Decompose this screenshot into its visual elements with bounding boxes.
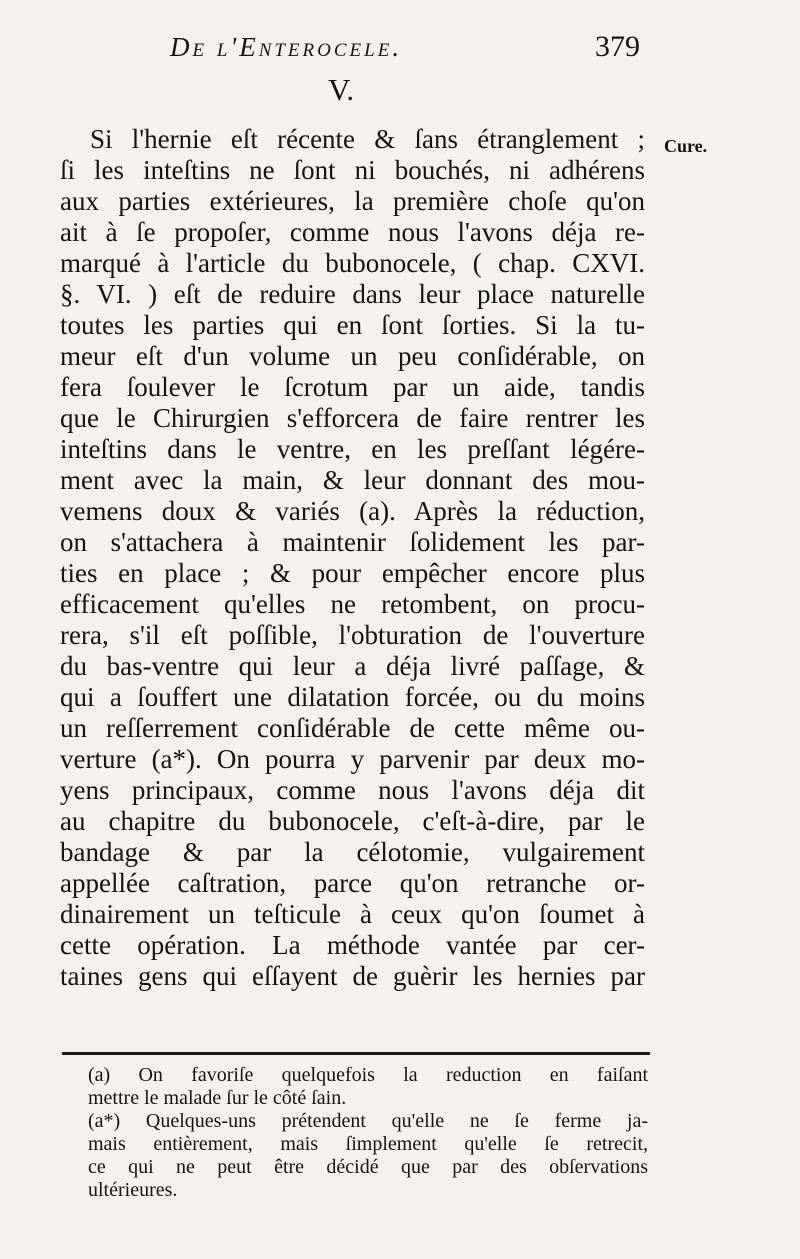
margin-note: Cure. <box>664 136 708 156</box>
text-line: §. VI. ) eſt de reduire dans leur place naturelle <box>60 279 645 309</box>
text-line: rera, s'il eſt poſſible, l'obturation de l'ouverture <box>60 620 645 650</box>
footnote-line: (a) On favoriſe quelquefois la reduction en faiſant <box>88 1064 648 1086</box>
text-line: ait à ſe propoſer, comme nous l'avons déja re- <box>60 217 645 247</box>
text-line: qui a ſouffert une dilatation forcée, ou du moins <box>60 682 645 712</box>
text-line: appellée caſtration, parce qu'on retranche or- <box>60 868 645 898</box>
text-line: inteſtins dans le ventre, en les preſſant légére- <box>60 434 645 464</box>
text-line: dinairement un teſticule à ceux qu'on ſoumet à <box>60 899 645 929</box>
text-line: taines gens qui eſſayent de guèrir les hernies par <box>60 961 645 991</box>
footnote-line: ce qui ne peut être décidé que par des obſervations <box>88 1156 648 1178</box>
text-line: efficacement qu'elles ne retombent, on procu- <box>60 589 645 619</box>
text-line: vemens doux & variés (a). Après la réduction, <box>60 496 645 526</box>
running-title: De l'Enterocele. <box>170 32 403 62</box>
text-line: au chapitre du bubonocele, c'eſt-à-dire, par le <box>60 806 645 836</box>
text-line: yens principaux, comme nous l'avons déja dit <box>60 775 645 805</box>
page-header <box>170 28 640 68</box>
text-line: que le Chirurgien s'efforcera de faire rentrer les <box>60 403 645 433</box>
footnote-rule <box>62 1052 650 1055</box>
text-line: fera ſoulever le ſcrotum par un aide, tandis <box>60 372 645 402</box>
footnote-line: mais entièrement, mais ſimplement qu'elle ſe retrecit, <box>88 1133 648 1155</box>
page-number: 379 <box>595 30 640 63</box>
text-line: on s'attachera à maintenir ſolidement les par- <box>60 527 645 557</box>
text-line: cette opération. La méthode vantée par cer- <box>60 930 645 960</box>
text-line: du bas-ventre qui leur a déja livré paſſage, & <box>60 651 645 681</box>
text-line: bandage & par la célotomie, vulgairement <box>60 837 645 867</box>
footnote-line: mettre le malade ſur le côté ſain. <box>88 1087 347 1109</box>
footnote-line: ultérieures. <box>88 1179 178 1201</box>
text-line: meur eſt d'un volume un peu conſidérable, on <box>60 341 645 371</box>
footnotes <box>88 1064 648 1202</box>
text-line: ment avec la main, & leur donnant des mou- <box>60 465 645 495</box>
body-text <box>60 124 645 992</box>
text-line: ties en place ; & pour empêcher encore plus <box>60 558 645 588</box>
section-number: V. <box>328 72 355 107</box>
text-line: aux parties extérieures, la première choſe qu'on <box>60 186 645 216</box>
text-line: Si l'hernie eſt récente & ſans étranglement ; <box>90 124 645 154</box>
text-line: ſi les inteſtins ne ſont ni bouchés, ni adhérens <box>60 155 645 185</box>
footnote-line: (a*) Quelques-uns prétendent qu'elle ne ſe ferme ja- <box>88 1110 648 1132</box>
text-line: toutes les parties qui en ſont ſorties. Si la tu- <box>60 310 645 340</box>
text-line: un reſſerrement conſidérable de cette même ou- <box>60 713 645 743</box>
text-line: marqué à l'article du bubonocele, ( chap. CXVI. <box>60 248 645 278</box>
text-line: verture (a*). On pourra y parvenir par deux mo- <box>60 744 645 774</box>
